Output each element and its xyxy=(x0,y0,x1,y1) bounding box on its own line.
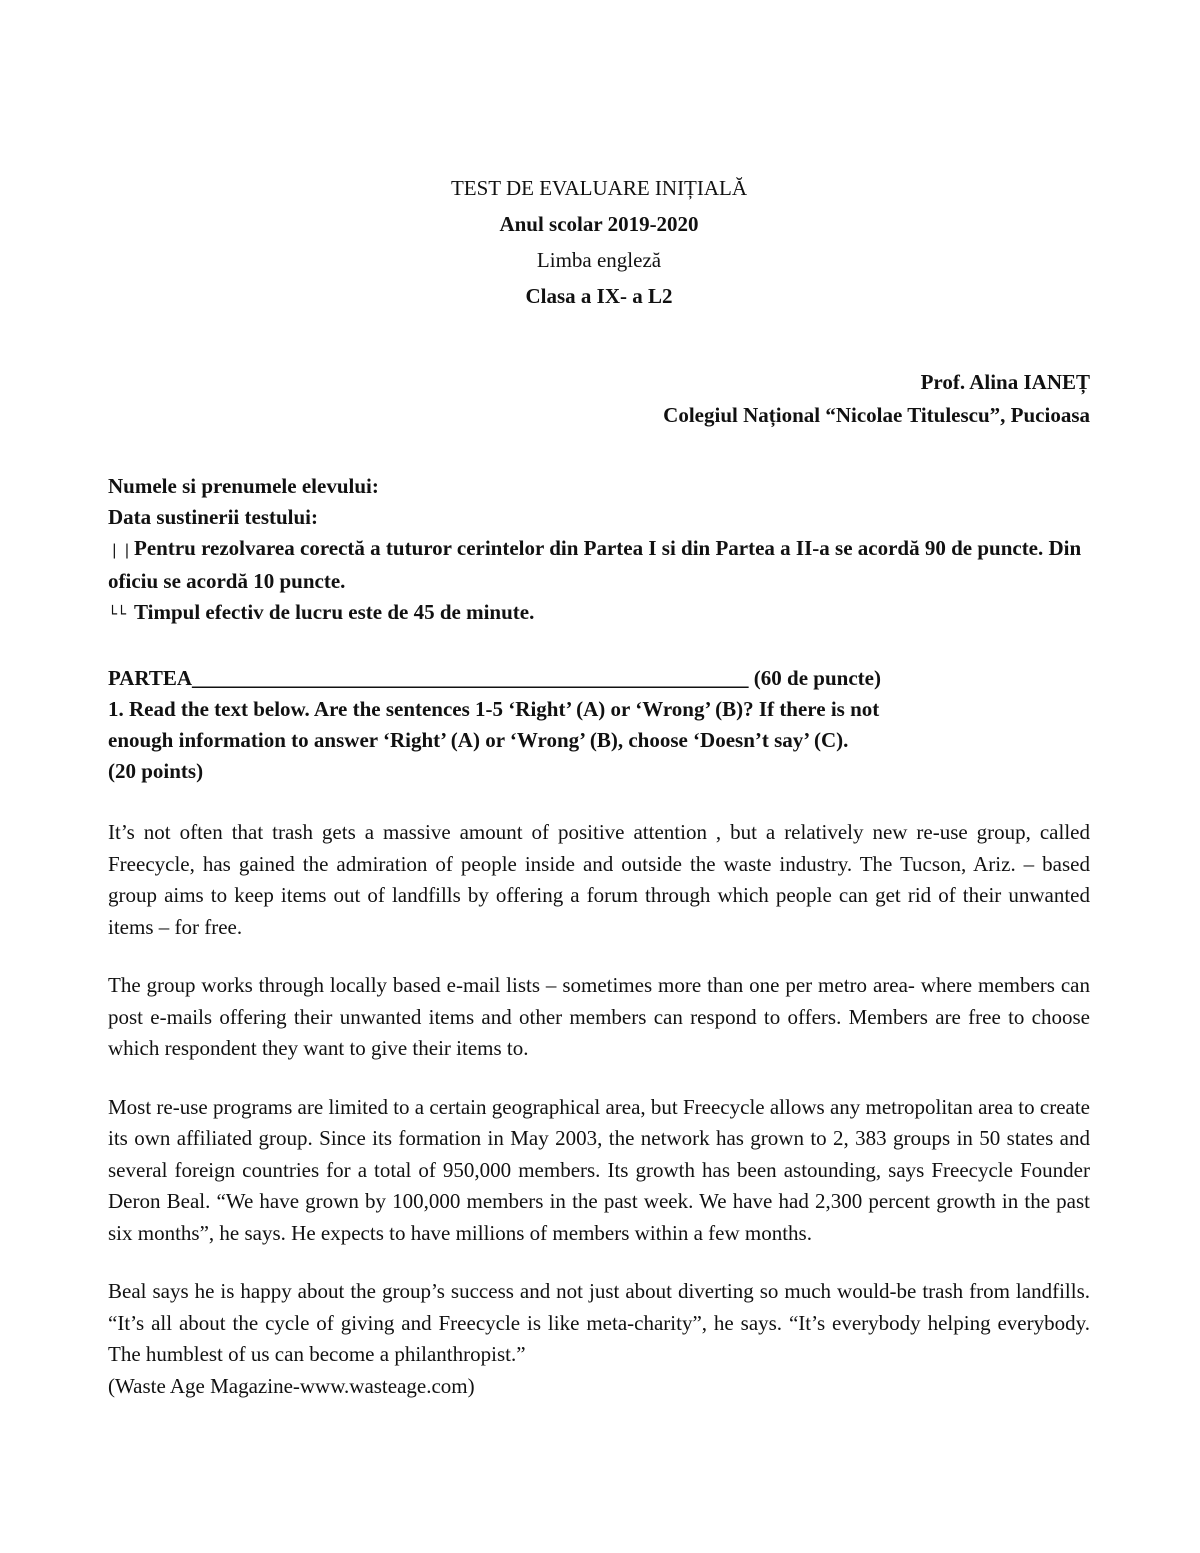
reading-paragraph-1: It’s not often that trash gets a massive amount of positive attention , but a relatively new re-use group, called Freecycle, has gained the admiration of people inside and outside the waste industry. The Tucson, Ariz. – based group aims to keep items out of landfills by offering a forum through which people can get rid of their unwanted items – for free. xyxy=(108,820,1090,939)
section-header xyxy=(108,663,1090,787)
document-page xyxy=(108,170,1090,1402)
student-info xyxy=(108,471,1090,630)
scoring-text: Pentru rezolvarea corectă a tuturor cerintelor din Partea I si din Partea a II-a se acordă 90 de puncte. Din oficiu se acordă 10 puncte. xyxy=(108,536,1082,593)
task-points: (20 points) xyxy=(108,759,204,783)
time-note xyxy=(108,597,1090,630)
scoring-note xyxy=(108,533,1090,597)
time-text: Timpul efectiv de lucru este de 45 de minute. xyxy=(134,600,535,624)
class-label: Clasa a IX- a L2 xyxy=(525,284,673,308)
school-year: Anul scolar 2019-2020 xyxy=(499,212,699,236)
author-name: Prof. Alina IANEȚ xyxy=(920,370,1090,394)
source-citation: (Waste Age Magazine-www.wasteage.com) xyxy=(108,1373,475,1398)
header xyxy=(108,170,1090,314)
document-title: TEST DE EVALUARE INIȚIALĂ xyxy=(450,176,748,200)
student-name-label: Numele si prenumele elevului: xyxy=(108,474,379,498)
bullet-icon: ❘❘ xyxy=(108,541,134,559)
author-block xyxy=(108,366,1090,432)
author-school: Colegiul Național “Nicolae Titulescu”, Pucioasa xyxy=(663,403,1090,427)
test-date-label: Data sustinerii testului: xyxy=(108,505,318,529)
bullet-icon: └└ xyxy=(108,605,127,623)
subject: Limba engleză xyxy=(536,248,662,272)
reading-paragraph-3: Most re-use programs are limited to a certain geographical area, but Freecycle allows any metropolitan area to create its own affiliated group. Since its formation in May 2003, the network has grown to 2, 383 groups in 50 states and several foreign countries for a total of 950,000 members. Its growth has been astounding, says Freecycle Founder Deron Beal. “We have grown by 100,000 members in the past week. We have had 2,300 percent growth in the past six months”, he says. He expects to have millions of members within a few months. xyxy=(108,1094,1090,1245)
reading-paragraph-2: The group works through locally based e-mail lists – sometimes more than one per metro area- where members can post e-mails offering their unwanted items and other members can respond to offers. Members are free to choose which respondent they want to give their items to. xyxy=(108,973,1090,1060)
reading-paragraph-4: Beal says he is happy about the group’s success and not just about diverting so much would-be trash from landfills. “It’s all about the cycle of giving and Freecycle is like meta-charity”, he says. “It’s everybody helping everybody. The humblest of us can become a philanthropist.” xyxy=(108,1279,1090,1366)
section-heading: PARTEA_____________________________________________________ (60 de puncte) xyxy=(108,666,881,690)
task-instruction-line-1: 1. Read the text below. Are the sentences 1-5 ‘Right’ (A) or ‘Wrong’ (B)? If there is not xyxy=(108,697,880,721)
task-instruction-line-2: enough information to answer ‘Right’ (A) or ‘Wrong’ (B), choose ‘Doesn’t say’ (C). xyxy=(108,728,849,752)
